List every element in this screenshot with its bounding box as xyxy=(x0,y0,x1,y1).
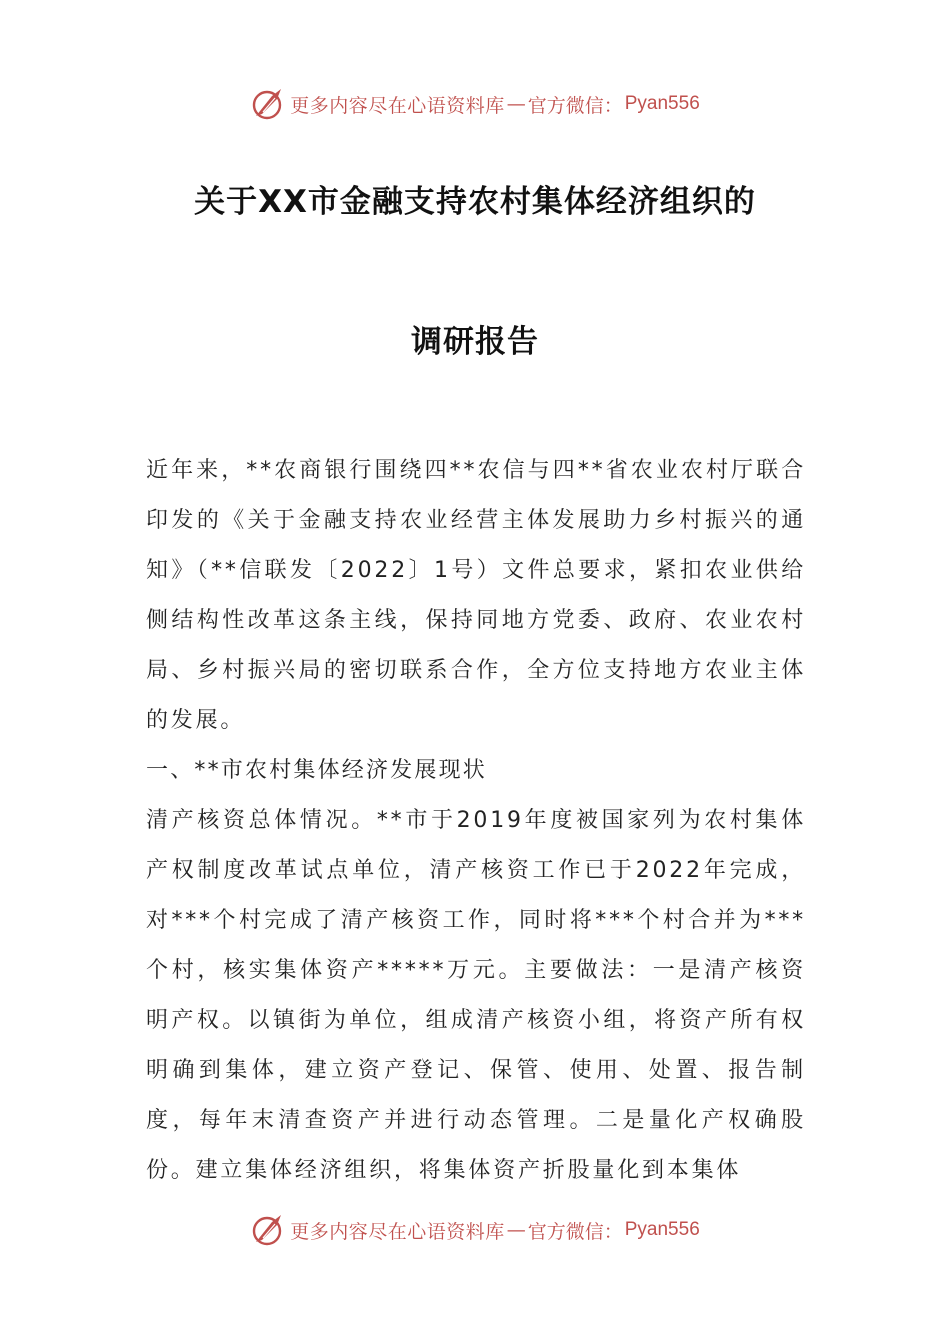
watermark-wechat-label: 官方微信： xyxy=(527,94,623,117)
watermark-separator: — xyxy=(506,1219,526,1241)
watermark-wechat-id: Pyan556 xyxy=(624,93,700,114)
quill-pen-circle-icon xyxy=(250,1212,286,1248)
quill-pen-circle-icon xyxy=(250,86,286,122)
document-title-line-2: 调研报告 xyxy=(411,324,539,360)
intro-paragraph: 近年来，**农商银行围绕四**农信与四**省农业农村厅联合印发的《关于金融支持农业经营主体发展助力乡村振兴的通知》（**信联发〔2022〕1号）文件总要求，紧扣农业供给侧结构性改革这条主线，保持同地方党委、政府、农业农村局、乡村振兴局的密切联系合作，全方位支持地方农业主体的发展。 xyxy=(146,458,806,733)
section-1-paragraph: 清产核资总体情况。**市于2019年度被国家列为农村集体产权制度改革试点单位，清产核资工作已于2022年完成，对***个村完成了清产核资工作，同时将***个村合并为***个村，核实集体资产*****万元。主要做法：一是清产核资明产权。以镇街为单位，组成清产核资小组，将资产所有权明确到集体，建立资产登记、保管、使用、处置、报告制度，每年末清查资产并进行动态管理。二是量化产权确股份。建立集体经济组织，将集体资产折股量化到本集体 xyxy=(146,808,806,1183)
watermark-wechat-id: Pyan556 xyxy=(624,1219,700,1240)
document-body xyxy=(146,446,806,1196)
document-title-line-1: 关于XX市金融支持农村集体经济组织的 xyxy=(194,184,756,220)
watermark-banner-top xyxy=(0,82,950,126)
watermark-text: 更多内容尽在心语资料库 xyxy=(290,1220,505,1243)
watermark-wechat-label: 官方微信： xyxy=(527,1220,623,1243)
watermark-text: 更多内容尽在心语资料库 xyxy=(290,94,505,117)
watermark-banner-bottom xyxy=(0,1208,950,1252)
section-heading-1: 一、**市农村集体经济发展现状 xyxy=(146,758,488,783)
watermark-separator: — xyxy=(506,93,526,115)
